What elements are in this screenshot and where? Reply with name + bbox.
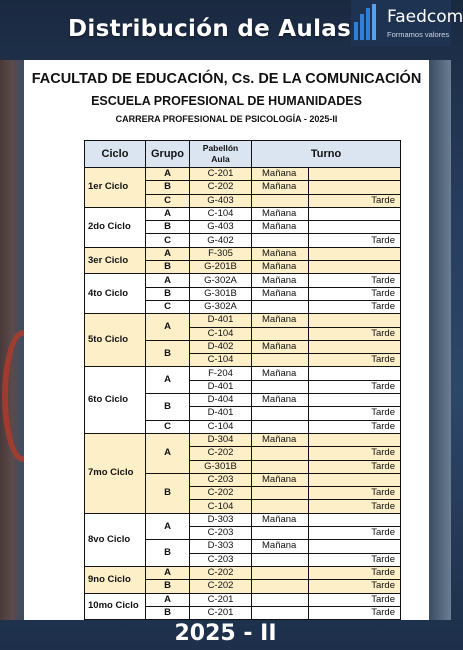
grupo-cell: A [146, 433, 190, 473]
aula-cell: C-203 [190, 527, 252, 540]
grupo-cell: A [146, 274, 190, 287]
ciclo-cell: 8vo Ciclo [85, 513, 146, 566]
manana-cell [252, 487, 309, 500]
tarde-cell: Tarde [309, 527, 401, 540]
manana-cell: Mañana [252, 274, 309, 287]
aula-cell: G-302A [190, 300, 252, 313]
grupo-cell: B [146, 606, 190, 619]
ciclo-cell: 2do Ciclo [85, 207, 146, 247]
ciclo-cell: 1er Ciclo [85, 168, 146, 208]
ciclo-cell: 4to Ciclo [85, 274, 146, 314]
manana-cell: Mañana [252, 540, 309, 553]
aula-cell: G-302A [190, 274, 252, 287]
manana-cell [252, 527, 309, 540]
tarde-cell: Tarde [309, 300, 401, 313]
table-row [85, 593, 401, 606]
tarde-cell [309, 314, 401, 327]
grupo-cell: B [146, 181, 190, 194]
aula-cell: G-403 [190, 194, 252, 207]
manana-cell: Mañana [252, 247, 309, 260]
aula-cell: C-202 [190, 487, 252, 500]
grupo-cell: B [146, 287, 190, 300]
header-turno: Turno [252, 141, 401, 168]
ciclo-cell: 7mo Ciclo [85, 433, 146, 513]
aula-cell: G-402 [190, 234, 252, 247]
aula-cell: D-401 [190, 380, 252, 393]
manana-cell [252, 500, 309, 513]
aula-cell: C-202 [190, 580, 252, 593]
manana-cell [252, 234, 309, 247]
grupo-cell: C [146, 194, 190, 207]
tarde-cell: Tarde [309, 327, 401, 340]
manana-cell: Mañana [252, 261, 309, 274]
tarde-cell [309, 207, 401, 220]
manana-cell [252, 447, 309, 460]
manana-cell [252, 580, 309, 593]
aula-cell: G-201B [190, 261, 252, 274]
manana-cell: Mañana [252, 513, 309, 526]
manana-cell [252, 593, 309, 606]
tarde-cell: Tarde [309, 553, 401, 566]
manana-cell: Mañana [252, 181, 309, 194]
tarde-cell: Tarde [309, 380, 401, 393]
tarde-cell: Tarde [309, 234, 401, 247]
tarde-cell [309, 247, 401, 260]
tarde-cell [309, 540, 401, 553]
manana-cell [252, 553, 309, 566]
career-heading: CARRERA PROFESIONAL DE PSICOLOGÍA - 2025-II [115, 114, 338, 124]
aula-cell: D-304 [190, 433, 252, 446]
ciclo-cell: 6to Ciclo [85, 367, 146, 433]
background-right [429, 60, 451, 620]
table-row [85, 433, 401, 446]
page-title: Distribución de Aulas [68, 16, 352, 42]
tarde-cell: Tarde [309, 447, 401, 460]
grupo-cell: C [146, 300, 190, 313]
table-row [85, 247, 401, 260]
aula-cell: D-404 [190, 394, 252, 407]
tarde-cell: Tarde [309, 593, 401, 606]
aula-cell: G-301B [190, 460, 252, 473]
tarde-cell [309, 168, 401, 181]
table-body [85, 168, 401, 620]
aula-cell: C-104 [190, 207, 252, 220]
manana-cell [252, 380, 309, 393]
manana-cell [252, 300, 309, 313]
table-row [85, 168, 401, 181]
tarde-cell [309, 367, 401, 380]
tarde-cell: Tarde [309, 420, 401, 433]
aula-cell: F-305 [190, 247, 252, 260]
table-row [85, 367, 401, 380]
header-pabellon: Pabellón [202, 143, 239, 153]
aula-cell: D-401 [190, 314, 252, 327]
table-row [85, 566, 401, 579]
grupo-cell: A [146, 513, 190, 540]
grupo-cell: B [146, 473, 190, 513]
aula-cell: C-203 [190, 553, 252, 566]
manana-cell: Mañana [252, 207, 309, 220]
aula-cell: D-401 [190, 407, 252, 420]
grupo-cell: B [146, 540, 190, 567]
aula-cell: C-201 [190, 168, 252, 181]
table-row [85, 314, 401, 327]
manana-cell: Mañana [252, 314, 309, 327]
tarde-cell: Tarde [309, 274, 401, 287]
grupo-cell: A [146, 367, 190, 394]
manana-cell [252, 606, 309, 619]
manana-cell [252, 420, 309, 433]
aula-cell: D-303 [190, 540, 252, 553]
tarde-cell [309, 221, 401, 234]
tarde-cell: Tarde [309, 287, 401, 300]
tarde-cell [309, 473, 401, 486]
aula-cell: G-301B [190, 287, 252, 300]
aula-cell: F-204 [190, 367, 252, 380]
aula-cell: C-202 [190, 181, 252, 194]
header-grupo: Grupo [146, 141, 190, 168]
aula-cell: C-202 [190, 447, 252, 460]
tarde-cell [309, 261, 401, 274]
aula-cell: C-202 [190, 566, 252, 579]
tarde-cell [309, 513, 401, 526]
tarde-cell: Tarde [309, 354, 401, 367]
grupo-cell: B [146, 261, 190, 274]
manana-cell: Mañana [252, 473, 309, 486]
schedule-card [24, 60, 429, 620]
manana-cell [252, 460, 309, 473]
tarde-cell: Tarde [309, 460, 401, 473]
header-ciclo: Ciclo [85, 141, 146, 168]
tarde-cell: Tarde [309, 194, 401, 207]
manana-cell [252, 194, 309, 207]
tarde-cell: Tarde [309, 606, 401, 619]
tarde-cell: Tarde [309, 487, 401, 500]
aula-cell: C-104 [190, 500, 252, 513]
manana-cell: Mañana [252, 367, 309, 380]
grupo-cell: A [146, 168, 190, 181]
tarde-cell: Tarde [309, 566, 401, 579]
table-row [85, 513, 401, 526]
classroom-table [84, 140, 401, 620]
faculty-heading: FACULTAD DE EDUCACIÓN, Cs. DE LA COMUNICACIÓN [31, 71, 422, 87]
tarde-cell [309, 181, 401, 194]
table-row [85, 274, 401, 287]
logo-name: Faedcom [387, 7, 463, 27]
logo-tagline: Formamos valores [387, 30, 450, 39]
aula-cell: G-403 [190, 221, 252, 234]
grupo-cell: A [146, 566, 190, 579]
manana-cell: Mañana [252, 433, 309, 446]
ciclo-cell: 3er Ciclo [85, 247, 146, 274]
aula-cell: C-201 [190, 593, 252, 606]
ciclo-cell: 10mo Ciclo [85, 593, 146, 620]
aula-cell: D-402 [190, 340, 252, 353]
grupo-cell: B [146, 394, 190, 421]
grupo-cell: A [146, 593, 190, 606]
aula-cell: C-203 [190, 473, 252, 486]
manana-cell: Mañana [252, 287, 309, 300]
grupo-cell: A [146, 314, 190, 341]
aula-cell: C-201 [190, 606, 252, 619]
header-pabellon-aula [190, 141, 252, 168]
grupo-cell: B [146, 221, 190, 234]
manana-cell [252, 407, 309, 420]
tarde-cell: Tarde [309, 580, 401, 593]
manana-cell: Mañana [252, 394, 309, 407]
grupo-cell: B [146, 340, 190, 367]
logo-bars-icon [354, 4, 382, 40]
tarde-cell: Tarde [309, 500, 401, 513]
aula-cell: C-104 [190, 420, 252, 433]
aula-cell: C-104 [190, 327, 252, 340]
ciclo-cell: 5to Ciclo [85, 314, 146, 367]
manana-cell: Mañana [252, 340, 309, 353]
grupo-cell: C [146, 420, 190, 433]
manana-cell: Mañana [252, 221, 309, 234]
header-aula: Aula [211, 154, 230, 164]
school-heading: ESCUELA PROFESIONAL DE HUMANIDADES [91, 94, 362, 108]
table-row [85, 207, 401, 220]
ciclo-cell: 9no Ciclo [85, 566, 146, 593]
manana-cell [252, 327, 309, 340]
tarde-cell: Tarde [309, 407, 401, 420]
grupo-cell: A [146, 247, 190, 260]
grupo-cell: A [146, 207, 190, 220]
manana-cell [252, 566, 309, 579]
grupo-cell: C [146, 234, 190, 247]
grupo-cell: B [146, 580, 190, 593]
period-label: 2025 - II [174, 621, 277, 646]
aula-cell: C-104 [190, 354, 252, 367]
tarde-cell [309, 433, 401, 446]
aula-cell: D-303 [190, 513, 252, 526]
tarde-cell [309, 394, 401, 407]
manana-cell [252, 354, 309, 367]
tarde-cell [309, 340, 401, 353]
manana-cell: Mañana [252, 168, 309, 181]
